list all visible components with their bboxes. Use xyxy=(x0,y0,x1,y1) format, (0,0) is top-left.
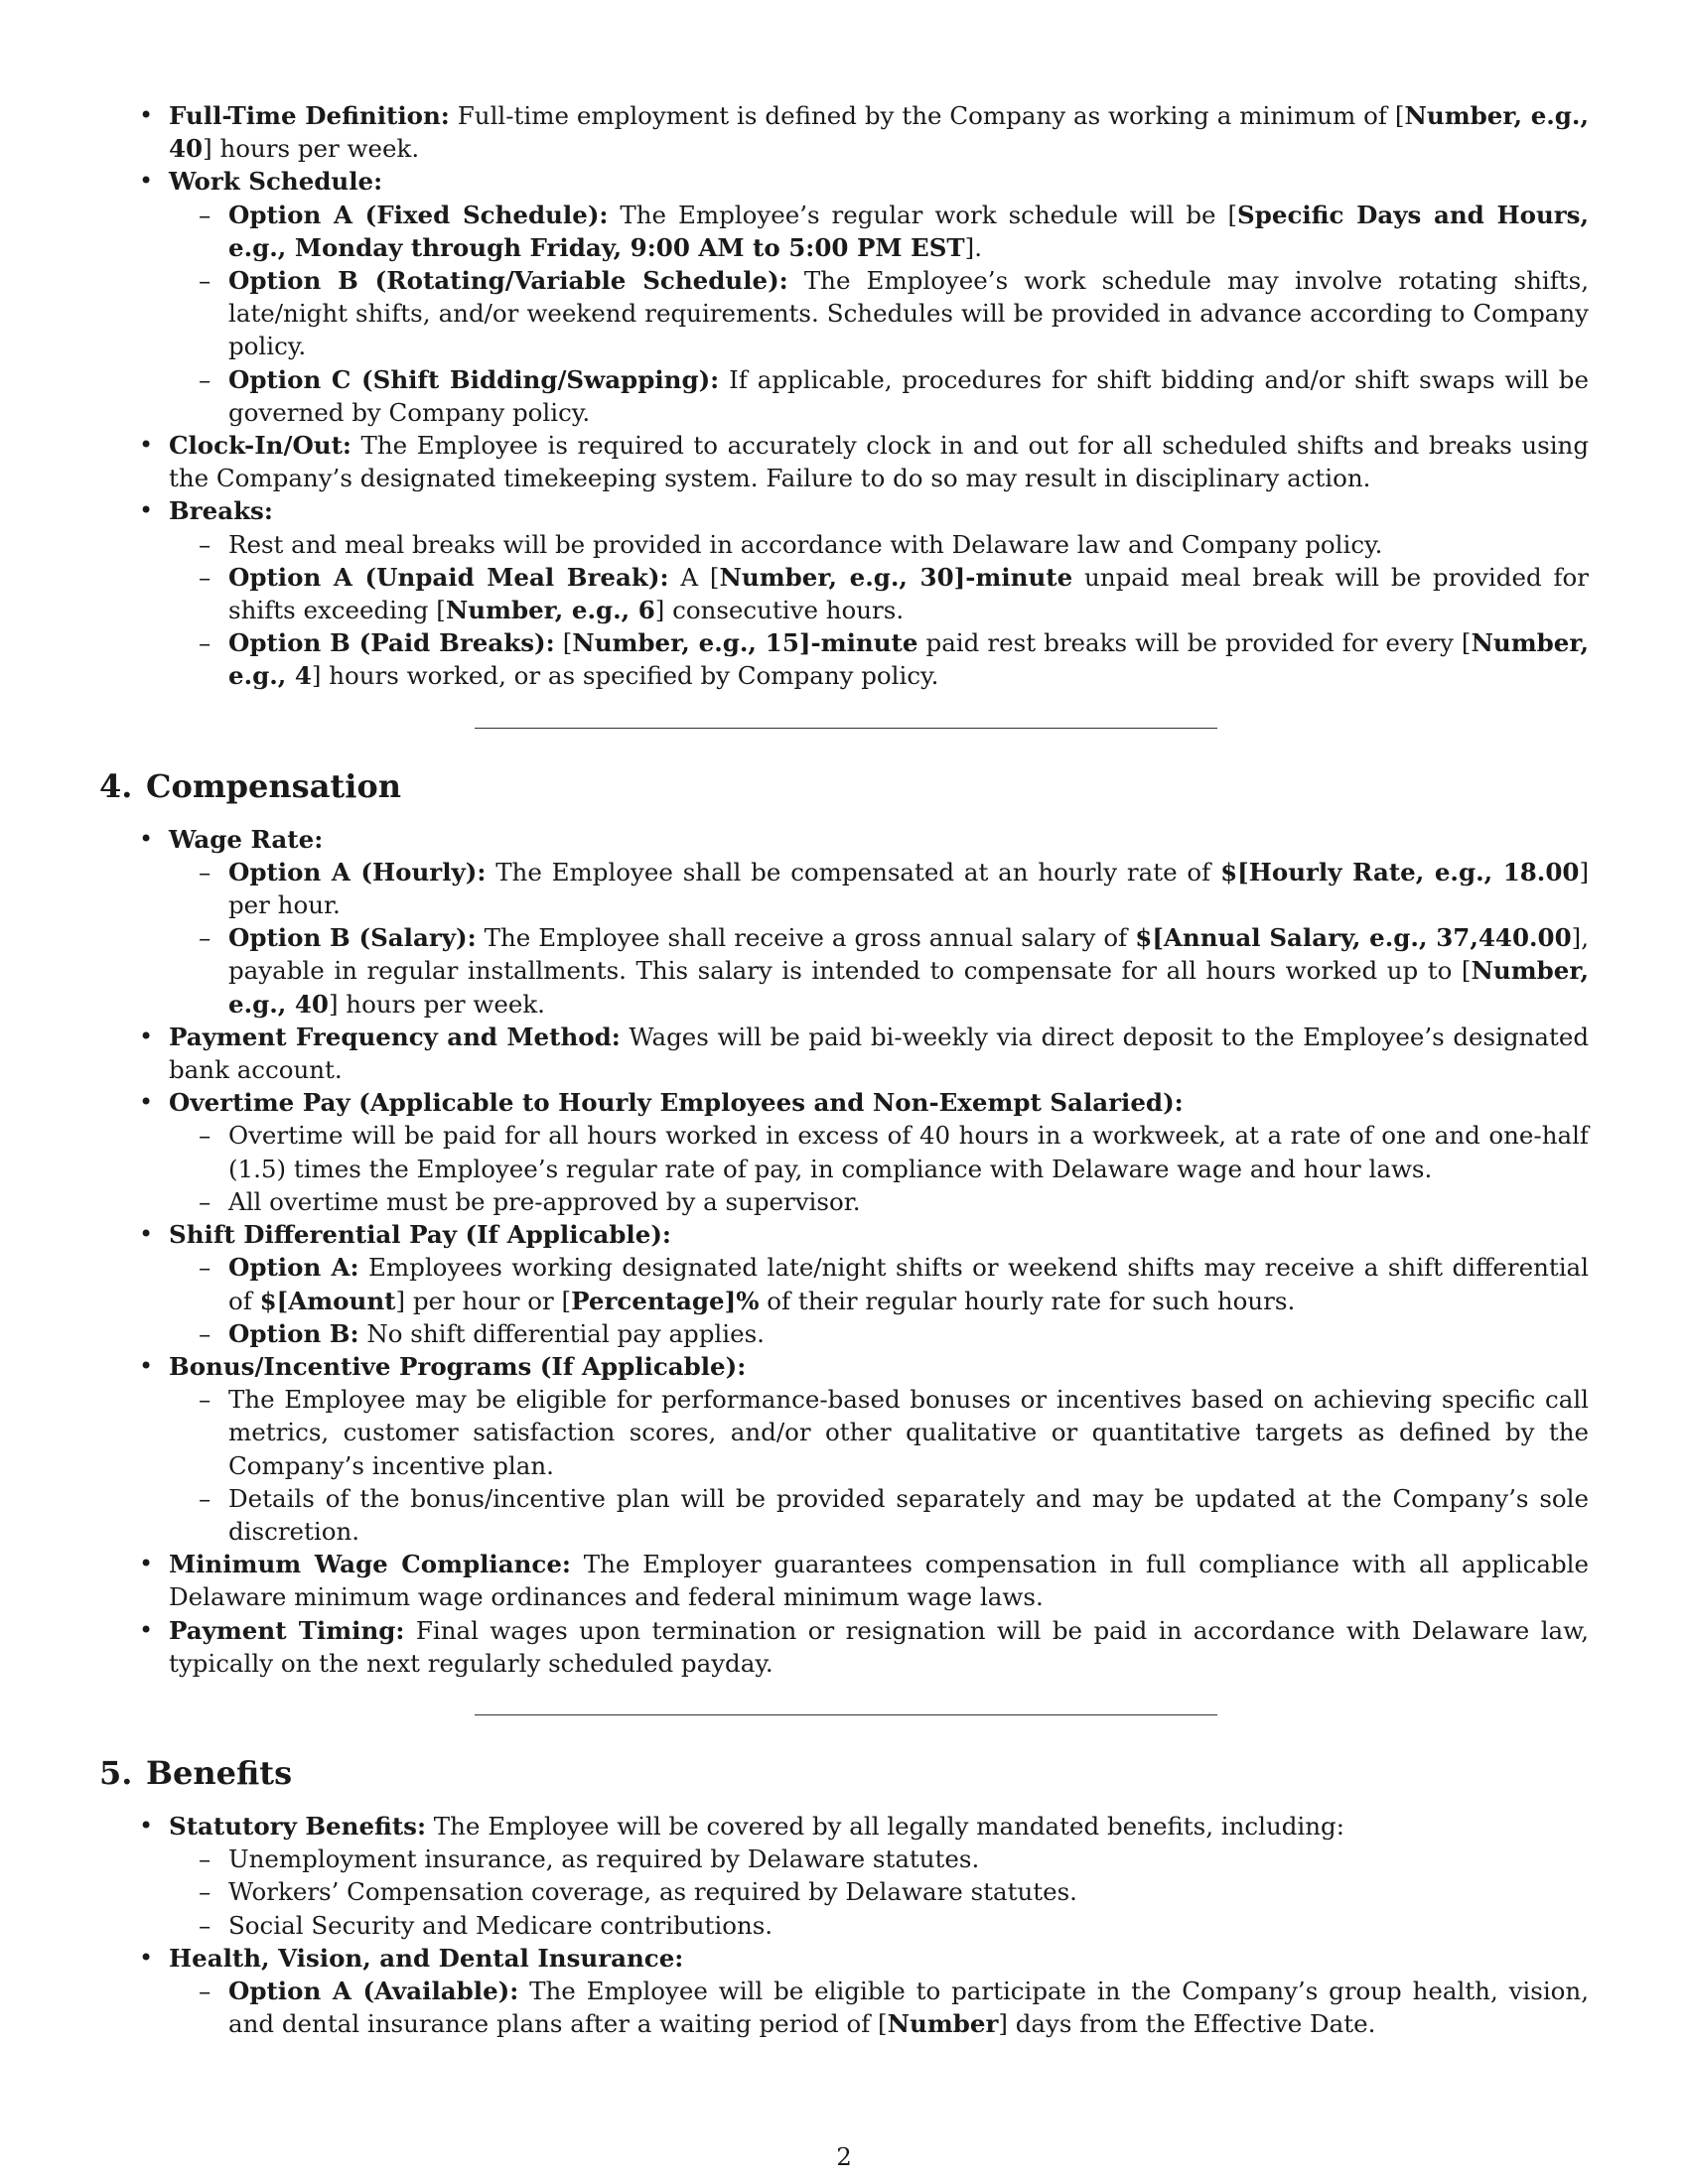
list-item-minimum-wage xyxy=(169,1548,1589,1613)
health-sublist xyxy=(169,1975,1589,2040)
item-text: ], payable in regular installments. This salary is intended to compensate for all hours worked up to [ xyxy=(228,923,1589,986)
option-label: Option C (Shift Bidding/Swapping): xyxy=(228,364,720,394)
item-text: Employees working designated late/night shifts or weekend shifts may receive a shift differential of xyxy=(228,1253,1589,1315)
section-4-list xyxy=(99,823,1589,1680)
sublist-item-option-a xyxy=(228,199,1589,264)
item-label: Breaks: xyxy=(169,496,273,526)
item-text: [ xyxy=(554,628,573,658)
item-label: Health, Vision, and Dental Insurance: xyxy=(169,1943,684,1973)
sublist-item-bonus-details: – Details of the bonus/incentive plan will be provided separately and may be updated at the Company’s sole discretion. xyxy=(228,1482,1589,1548)
placeholder-field: Percentage xyxy=(571,1286,725,1315)
list-item-health-insurance xyxy=(169,1942,1589,2041)
sublist-item-option-c xyxy=(228,363,1589,429)
item-text: paid rest breaks will be provided for every [ xyxy=(917,628,1472,658)
item-text: ]. xyxy=(964,232,982,262)
section-number: 5. xyxy=(99,1753,133,1792)
item-label: Bonus/Incentive Programs (If Applicable): xyxy=(169,1351,747,1381)
option-label: Option A (Unpaid Meal Break): xyxy=(228,562,669,592)
item-text: ] hours per week. xyxy=(203,134,420,164)
shift-differential-sublist xyxy=(169,1251,1589,1350)
item-text: of their regular hourly rate for such hours. xyxy=(759,1286,1296,1315)
placeholder-field: $[Hourly Rate, e.g., 18.00 xyxy=(1220,857,1580,887)
list-item-fulltime-definition xyxy=(169,99,1589,165)
item-text: The Employee shall receive a gross annual salary of xyxy=(476,923,1136,953)
item-label: Payment Timing: xyxy=(169,1615,405,1645)
overtime-sublist xyxy=(169,1119,1589,1218)
item-text: ] consecutive hours. xyxy=(654,596,905,625)
item-text: The Employee will be eligible to participate in the Company’s group health, vision, and dental insurance plans after a waiting period of [ xyxy=(228,1976,1589,2039)
item-text: The Employer guarantees compensation in full compliance with all applicable Delaware minimum wage ordinances and federal minimum wage laws. xyxy=(169,1550,1589,1612)
section-number: 4. xyxy=(99,766,133,805)
wage-rate-sublist xyxy=(169,856,1589,1021)
placeholder-field: ]-minute xyxy=(953,562,1073,592)
item-text: The Employee shall be compensated at an hourly rate of xyxy=(486,857,1221,887)
item-text: Wages will be paid bi-weekly via direct deposit to the Employee’s designated bank account. xyxy=(169,1022,1590,1085)
option-label: Option A (Hourly): xyxy=(228,857,487,887)
item-label: Payment Frequency and Method: xyxy=(169,1022,621,1051)
placeholder-field: Number, e.g., 4 xyxy=(228,628,1589,691)
bonus-sublist xyxy=(169,1383,1589,1548)
statutory-sublist xyxy=(169,1843,1589,1942)
item-label: Statutory Benefits: xyxy=(169,1811,427,1841)
sublist-item-breaks-general: – Rest and meal breaks will be provided in accordance with Delaware law and Company policy. xyxy=(228,528,1589,561)
item-text: The Employee’s regular work schedule will be [ xyxy=(608,200,1238,229)
list-item-wage-rate xyxy=(169,823,1589,1021)
option-label: Option B (Salary): xyxy=(228,923,477,953)
placeholder-field: Number, e.g., 15 xyxy=(572,628,799,658)
placeholder-field: $[Amount xyxy=(259,1286,396,1315)
sublist-item-option-b xyxy=(228,1317,1589,1350)
list-item-clock-in-out xyxy=(169,429,1589,494)
work-schedule-sublist xyxy=(169,199,1589,429)
option-label: Option B: xyxy=(228,1318,359,1348)
item-text: The Employee is required to accurately clock in and out for all scheduled shifts and breaks using the Company’s designated timekeeping system. Failure to do so may result in disciplinary action. xyxy=(169,431,1589,493)
option-label: Option A (Available): xyxy=(228,1976,519,2005)
sublist-item-workers-comp: – Workers’ Compensation coverage, as required by Delaware statutes. xyxy=(228,1875,1589,1908)
page-content xyxy=(99,99,1589,2040)
placeholder-field: Number, e.g., 6 xyxy=(445,596,655,625)
list-item-payment-timing xyxy=(169,1614,1589,1680)
sublist-item-overtime-rate: – Overtime will be paid for all hours worked in excess of 40 hours in a workweek, at a rate of one and one-half (1.5) times the Employee’s regular rate of pay, in compliance with Delaware wage and hour laws. xyxy=(228,1119,1589,1184)
placeholder-field: Number, e.g., 30 xyxy=(719,562,954,592)
section-title: Benefits xyxy=(146,1753,293,1792)
sublist-item-overtime-approval: – All overtime must be pre-approved by a supervisor. xyxy=(228,1185,1589,1218)
section-divider xyxy=(475,728,1217,729)
item-label: Work Schedule: xyxy=(169,167,383,197)
sublist-item-unemployment: – Unemployment insurance, as required by Delaware statutes. xyxy=(228,1843,1589,1875)
item-text: ] hours per week. xyxy=(328,989,545,1019)
placeholder-field: ]% xyxy=(724,1286,760,1315)
option-label: Option B (Paid Breaks): xyxy=(228,628,555,658)
option-label: Option A (Fixed Schedule): xyxy=(228,200,609,229)
sublist-item-option-a xyxy=(228,856,1589,921)
placeholder-field: Number xyxy=(887,2009,999,2039)
item-text: A [ xyxy=(668,562,720,592)
list-item-breaks xyxy=(169,494,1589,692)
item-text: ] days from the Effective Date. xyxy=(998,2009,1376,2039)
item-label: Clock-In/Out: xyxy=(169,431,352,461)
item-text: ] hours worked, or as specified by Company policy. xyxy=(311,661,939,691)
placeholder-field: ]-minute xyxy=(798,628,918,658)
item-text: The Employee’s work schedule may involve rotating shifts, late/night shifts, and/or weekend requirements. Schedules will be provided in advance according to Company policy. xyxy=(228,266,1589,361)
item-label: Shift Differential Pay (If Applicable): xyxy=(169,1220,671,1250)
section-divider xyxy=(475,1714,1217,1715)
sublist-item-social-security: – Social Security and Medicare contributions. xyxy=(228,1909,1589,1942)
item-text: unpaid meal break will be provided for shifts exceeding [ xyxy=(228,562,1590,625)
list-item-statutory-benefits xyxy=(169,1810,1589,1942)
item-label: Full-Time Definition: xyxy=(169,101,450,130)
sublist-item-option-b xyxy=(228,626,1589,692)
section-heading-compensation xyxy=(99,766,1589,806)
sublist-item-bonus-eligibility: – The Employee may be eligible for performance-based bonuses or incentives based on achieving specific call metrics, customer satisfaction scores, and/or other qualitative or quantitative targets as defined by the Company’s incentive plan. xyxy=(228,1383,1589,1482)
item-label: Overtime Pay (Applicable to Hourly Employees and Non-Exempt Salaried): xyxy=(169,1088,1184,1118)
placeholder-field: Specific Days and Hours, e.g., Monday through Friday, 9:00 AM to 5:00 PM EST xyxy=(228,200,1589,262)
list-item-shift-differential xyxy=(169,1218,1589,1350)
item-label: Minimum Wage Compliance: xyxy=(169,1550,571,1579)
placeholder-field: Number, e.g., 40 xyxy=(169,101,1589,164)
sublist-item-option-a xyxy=(228,1975,1589,2040)
section-title: Compensation xyxy=(146,766,401,805)
list-item-bonus-incentive xyxy=(169,1350,1589,1548)
list-item-payment-frequency xyxy=(169,1021,1589,1086)
item-text: The Employee will be covered by all legally mandated benefits, including: xyxy=(426,1811,1344,1841)
list-item-overtime-pay xyxy=(169,1086,1589,1218)
placeholder-field: Number, e.g., 40 xyxy=(228,956,1589,1019)
section-3-list xyxy=(99,99,1589,693)
option-label: Option A: xyxy=(228,1253,359,1283)
item-text: Final wages upon termination or resignation will be paid in accordance with Delaware law, typically on the next regularly scheduled payday. xyxy=(169,1615,1589,1678)
item-text: Full-time employment is defined by the Company as working a minimum of [ xyxy=(449,101,1405,130)
list-item-work-schedule xyxy=(169,165,1589,429)
item-text: ] per hour or [ xyxy=(395,1286,572,1315)
item-text: No shift differential pay applies. xyxy=(358,1318,765,1348)
item-label: Wage Rate: xyxy=(169,824,324,854)
section-5-list xyxy=(99,1810,1589,2040)
item-text: ] per hour. xyxy=(228,857,1589,920)
sublist-item-option-b xyxy=(228,921,1589,1021)
sublist-item-option-b xyxy=(228,264,1589,363)
sublist-item-option-a xyxy=(228,1251,1589,1316)
breaks-sublist xyxy=(169,528,1589,693)
section-heading-benefits xyxy=(99,1753,1589,1793)
page-number: 2 xyxy=(836,2142,852,2171)
option-label: Option B (Rotating/Variable Schedule): xyxy=(228,266,788,296)
sublist-item-option-a xyxy=(228,561,1589,626)
placeholder-field: $[Annual Salary, e.g., 37,440.00 xyxy=(1135,923,1572,953)
item-text: If applicable, procedures for shift bidding and/or shift swaps will be governed by Company policy. xyxy=(228,364,1589,427)
